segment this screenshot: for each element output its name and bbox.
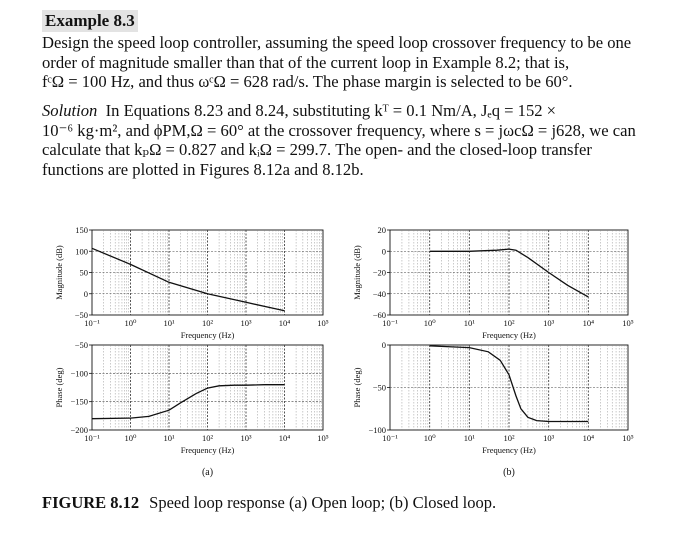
x-tick-label: 10⁻¹ (382, 318, 398, 328)
x-tick-label: 10⁰ (124, 318, 137, 328)
x-axis-label: Frequency (Hz) (180, 330, 235, 340)
solution-text: In Equations 8.23 and 8.24, substituting kᵀ = 0.1 Nm/A, Jₑq = 152 × (105, 101, 557, 120)
x-tick-label: 10³ (240, 433, 252, 443)
y-tick-label: −100 (70, 368, 88, 379)
solution-line: 10⁻⁶ kg·m², and ϕPM,Ω = 60° at the crossover frequency, where s = jωcΩ = j628, we can (42, 120, 636, 140)
x-tick-label: 10¹ (463, 318, 475, 328)
solution-line: calculate that kₚΩ = 0.827 and kᵢΩ = 299.7. The open- and the closed-loop transfer (42, 140, 592, 159)
x-tick-label: 10⁵ (317, 318, 329, 328)
x-tick-label: 10⁵ (622, 318, 634, 328)
y-axis-label: Magnitude (dB) (352, 245, 362, 300)
x-tick-label: 10⁴ (582, 318, 595, 328)
y-tick-label: 0 (381, 340, 386, 350)
x-tick-label: 10² (503, 433, 515, 443)
x-axis-label: Frequency (Hz) (180, 445, 235, 455)
y-tick-label: 0 (83, 288, 88, 299)
y-tick-label: 150 (75, 225, 88, 235)
x-tick-label: 10⁻¹ (382, 433, 398, 443)
problem-line: fᶜΩ = 100 Hz, and thus ωᶜΩ = 628 rad/s. The phase margin is selected to be 60°. (42, 72, 573, 91)
x-tick-label: 10⁰ (423, 318, 436, 328)
y-tick-label: −200 (70, 425, 88, 435)
problem-line: Design the speed loop controller, assuming the speed loop crossover frequency to be one (42, 33, 632, 52)
y-tick-label: −50 (74, 310, 88, 320)
x-tick-label: 10³ (240, 318, 252, 328)
x-tick-label: 10¹ (163, 318, 175, 328)
x-tick-label: 10² (201, 433, 214, 443)
x-tick-label: 10⁴ (278, 433, 291, 443)
caption-text: Speed loop response (a) Open loop; (b) Closed loop. (149, 493, 497, 512)
y-axis-label: Phase (deg) (352, 367, 362, 408)
y-tick-label: 100 (75, 246, 88, 257)
x-tick-label: 10³ (543, 318, 555, 328)
figure-caption (42, 493, 496, 513)
y-axis-label: Phase (deg) (54, 367, 64, 408)
y-tick-label: 0 (381, 246, 386, 257)
x-tick-label: 10¹ (163, 433, 175, 443)
x-tick-label: 10⁵ (317, 433, 329, 443)
x-tick-label: 10⁻¹ (84, 318, 100, 328)
subfigure-label-b: (b) (503, 467, 515, 478)
problem-line: order of magnitude smaller than that of the current loop in Example 8.2; that is, (42, 52, 570, 72)
y-tick-label: −100 (368, 425, 386, 435)
y-tick-label: −20 (372, 267, 386, 278)
y-tick-label: 20 (377, 225, 386, 235)
y-tick-label: −50 (74, 340, 88, 350)
y-tick-label: 50 (79, 267, 88, 278)
y-tick-label: −50 (372, 382, 386, 393)
y-tick-label: −60 (372, 310, 386, 320)
example-heading: Example 8.3 (42, 10, 138, 32)
x-tick-label: 10² (201, 318, 214, 328)
x-axis-label: Frequency (Hz) (482, 330, 536, 340)
x-tick-label: 10² (503, 318, 515, 328)
solution-label: Solution (42, 101, 98, 120)
y-tick-label: −150 (70, 396, 88, 407)
subfigure-label-a: (a) (201, 467, 214, 478)
figure-label: FIGURE 8.12 (42, 493, 140, 512)
x-axis-label: Frequency (Hz) (482, 445, 536, 455)
x-tick-label: 10³ (543, 433, 555, 443)
x-tick-label: 10⁴ (582, 433, 595, 443)
solution-line: functions are plotted in Figures 8.12a and 8.12b. (42, 159, 364, 179)
x-tick-label: 10⁰ (124, 433, 137, 443)
x-tick-label: 10⁰ (423, 433, 436, 443)
x-tick-label: 10¹ (463, 433, 475, 443)
y-axis-label: Magnitude (dB) (54, 245, 64, 300)
x-tick-label: 10⁴ (278, 318, 291, 328)
x-tick-label: 10⁻¹ (84, 433, 100, 443)
x-tick-label: 10⁵ (622, 433, 634, 443)
y-tick-label: −40 (372, 288, 386, 299)
